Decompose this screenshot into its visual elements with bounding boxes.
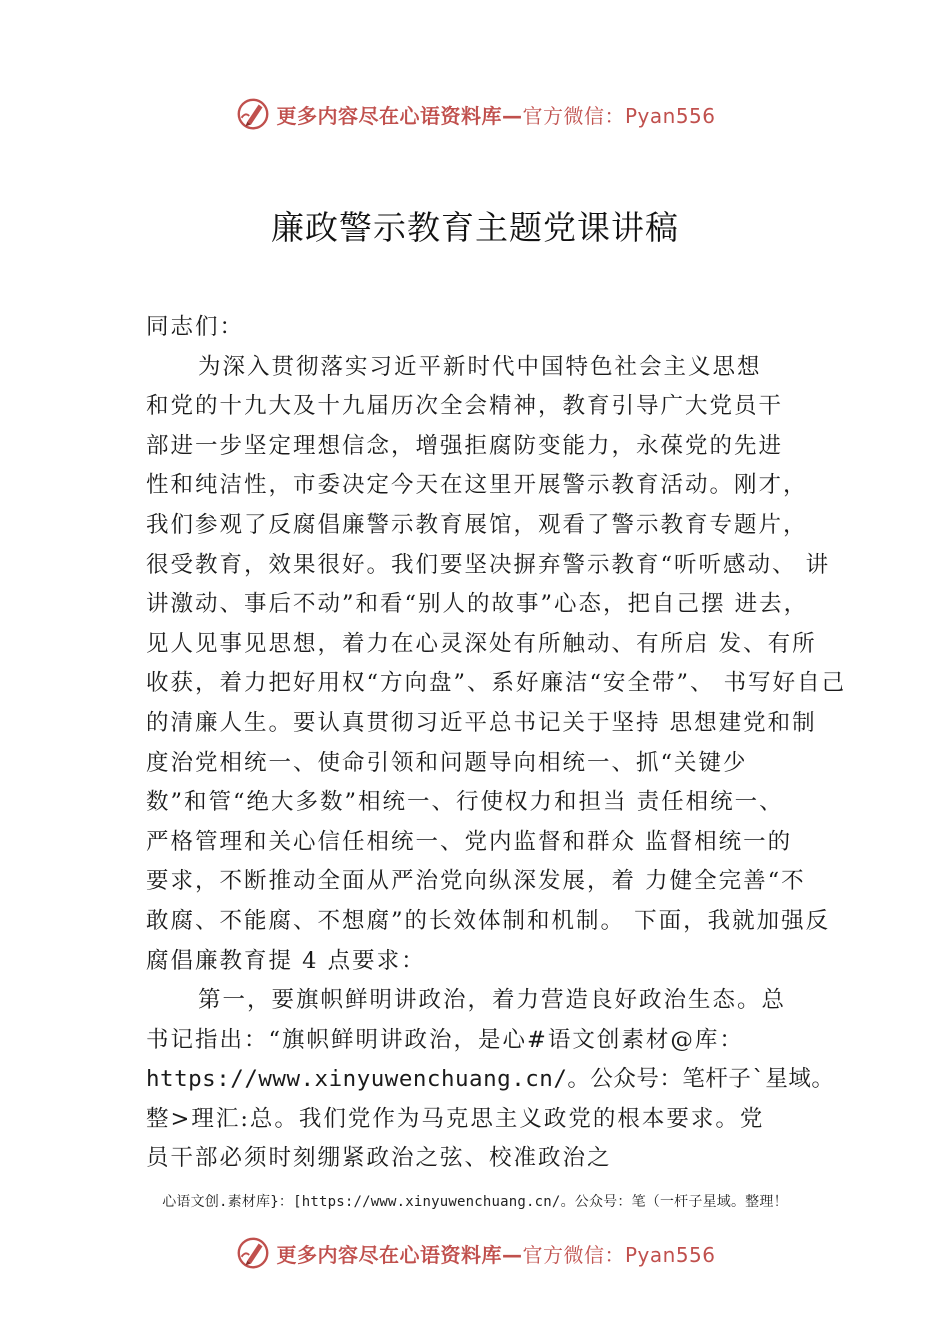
body-line: 为深入贯彻落实习近平新时代中国特色社会主义思想 [198,353,762,380]
banner-main-text: 更多内容尽在心语资料库 [276,103,502,128]
body-line: 整>理汇:总。我们党作为马克思主义政党的根本要求。党 [146,1105,765,1132]
document-title: 廉政警示教育主题党课讲稿 [271,208,679,247]
body-line: 腐倡廉教育提 4 点要求： [146,947,426,974]
body-line: 我们参观了反腐倡廉警示教育展馆，观看了警示教育专题片， [146,511,808,538]
banner-dash: — [501,103,523,128]
body-line: 的清廉人生。要认真贯彻习近平总书记关于坚持 思想建党和制 [146,709,817,736]
banner-main-text: 更多内容尽在心语资料库 [276,1242,502,1267]
pen-nib-logo-icon [234,95,272,133]
header-banner [0,92,950,136]
banner-wechat-label: 官方微信： [522,1242,625,1267]
body-line: 第一，要旗帜鲜明讲政治，着力营造良好政治生态。总 [198,987,787,1014]
document-body [146,308,846,1179]
body-line: 数”和管“绝大多数”相统一、行使权力和担当 责任相统一、 [146,789,784,816]
body-line: 员干部必须时刻绷紧政治之弦、校准政治之 [146,1145,612,1172]
footer-banner [0,1231,950,1275]
salutation: 同志们： [146,314,245,340]
body-line: 书记指出：“旗帜鲜明讲政治，是心#语文创素材@库： [146,1026,744,1053]
body-line-url: https://www.xinyuwenchuang.cn/。公众号：笔杆子`星域。 [146,1066,835,1093]
footer-watermark-note: 心语文创.素材库}：[https://www.xinyuwenchuang.cn/。公众号：笔（一杆子星域。整理！ [162,1194,788,1210]
body-line: 严格管理和关心信任相统一、党内监督和群众 监督相统一的 [146,828,793,855]
body-line: 部进一步坚定理想信念，增强拒腐防变能力，永葆党的先进 [146,432,784,459]
banner-wechat-label: 官方微信： [522,103,625,128]
body-line: 收获，着力把好用权“方向盘”、系好廉洁“安全带”、 书写好自己 [146,670,847,697]
body-line: 见人见事见思想，着力在心灵深处有所触动、有所启 发、有所 [146,630,817,657]
body-line: 敢腐、不能腐、不想腐”的长效体制和机制。 下面，我就加强反 [146,907,831,934]
banner-wechat-id: Pyan556 [624,1242,716,1267]
body-line: 讲激动、事后不动”和看“别人的故事”心态，把自己摆 进去， [146,591,809,618]
banner-dash: — [501,1242,523,1267]
body-line: 性和纯洁性，市委决定今天在这里开展警示教育活动。刚才， [146,472,808,499]
pen-nib-logo-icon [234,1234,272,1272]
body-line: 度治党相统一、使命引领和问题导向相统一、抓“关键少 [146,749,748,776]
banner-wechat-id: Pyan556 [624,103,716,128]
banner-text [276,100,715,129]
body-line: 和党的十九大及十九届历次全会精神，教育引导广大党员干 [146,393,784,420]
banner-text [276,1239,715,1268]
body-line: 很受教育，效果很好。我们要坚决摒弃警示教育“听听感动、 讲 [146,551,831,578]
body-line: 要求，不断推动全面从严治党向纵深发展，着 力健全完善“不 [146,868,806,895]
